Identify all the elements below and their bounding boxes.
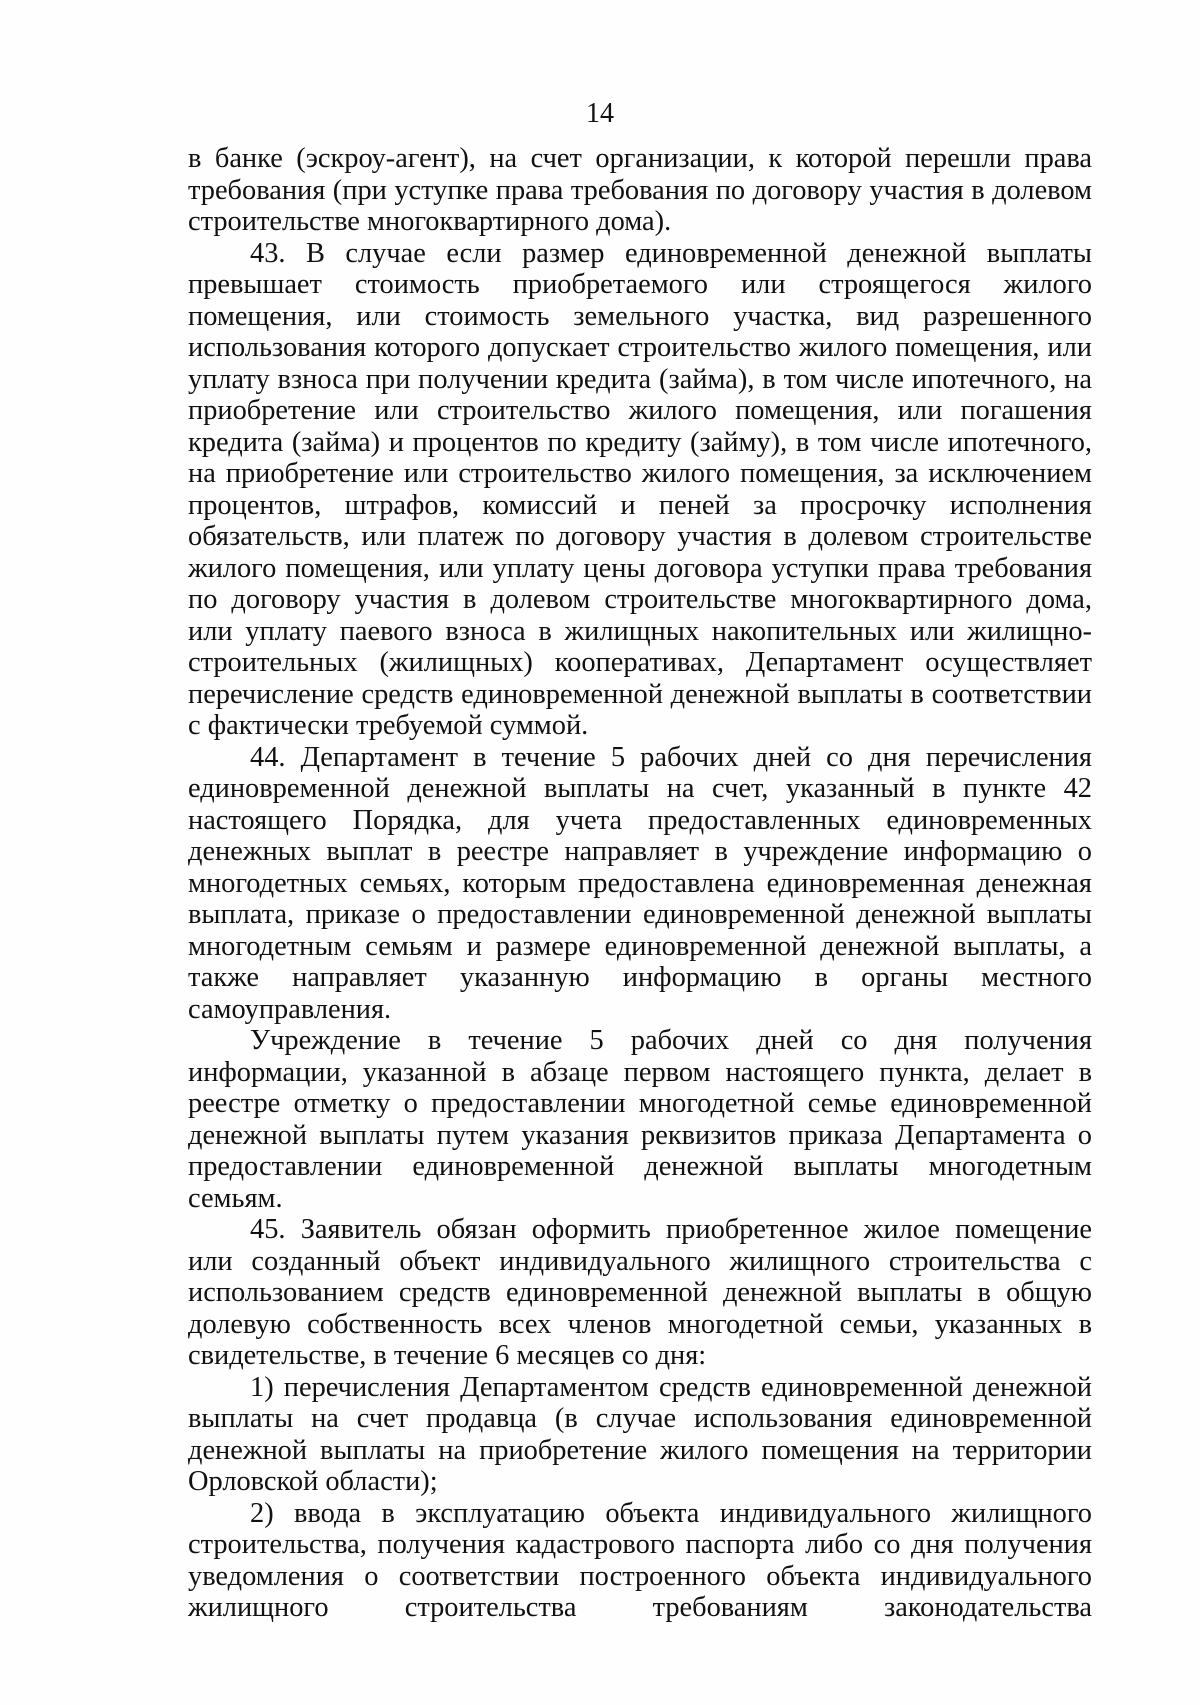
- paragraph-45: 45. Заявитель обязан оформить приобретенное жилое помещение или созданный объект индивидуального жилищного строительства с использованием средств единовременной денежной выплаты в общую долевую собственность всех членов многодетной семьи, указанных в свидетельстве, в течение 6 месяцев со дня:: [188, 1214, 1092, 1371]
- paragraph-44-institution: Учреждение в течение 5 рабочих дней со дня получения информации, указанной в абзаце первом настоящего пункта, делает в реестре отметку о предоставлении многодетной семье единовременной денежной выплаты путем указания реквизитов приказа Департамента о предоставлении единовременной денежной выплаты многодетным семьям.: [188, 1025, 1092, 1214]
- paragraph-45-item-1: 1) перечисления Департаментом средств единовременной денежной выплаты на счет продавца (в случае использования единовременной денежной выплаты на приобретение жилого помещения на территории Орловской области);: [188, 1371, 1092, 1497]
- paragraph-45-item-2: 2) ввода в эксплуатацию объекта индивидуального жилищного строительства, получения кадастрового паспорта либо со дня получения уведомления о соответствии построенного объекта индивидуального жилищного строительства требованиям законодательства: [188, 1497, 1092, 1623]
- page-number: 14: [586, 98, 614, 129]
- paragraph-continuation: в банке (эскроу-агент), на счет организации, к которой перешли права требования (при уступке права требования по договору участия в долевом строительстве многоквартирного дома).: [188, 143, 1092, 237]
- paragraph-44: 44. Департамент в течение 5 рабочих дней со дня перечисления единовременной денежной выплаты на счет, указанный в пункте 42 настоящего Порядка, для учета предоставленных единовременных денежных выплат в реестре направляет в учреждение информацию о многодетных семьях, которым предоставлена единовременная денежная выплата, приказе о предоставлении единовременной денежной выплаты многодетным семьям и размере единовременной денежной выплаты, а также направляет указанную информацию в органы местного самоуправления.: [188, 741, 1092, 1025]
- paragraph-43: 43. В случае если размер единовременной денежной выплаты превышает стоимость приобретаемого или строящегося жилого помещения, или стоимость земельного участка, вид разрешенного использования которого допускает строительство жилого помещения, или уплату взноса при получении кредита (займа), в том числе ипотечного, на приобретение или строительство жилого помещения, или погашения кредита (займа) и процентов по кредиту (займу), в том числе ипотечного, на приобретение или строительство жилого помещения, за исключением процентов, штрафов, комиссий и пеней за просрочку исполнения обязательств, или платеж по договору участия в долевом строительстве жилого помещения, или уплату цены договора уступки права требования по договору участия в долевом строительстве многоквартирного дома, или уплату паевого взноса в жилищных накопительных или жилищно-строительных (жилищных) кооперативах, Департамент осуществляет перечисление средств единовременной денежной выплаты в соответствии с фактически требуемой суммой.: [188, 237, 1092, 741]
- document-body: [188, 143, 1092, 1624]
